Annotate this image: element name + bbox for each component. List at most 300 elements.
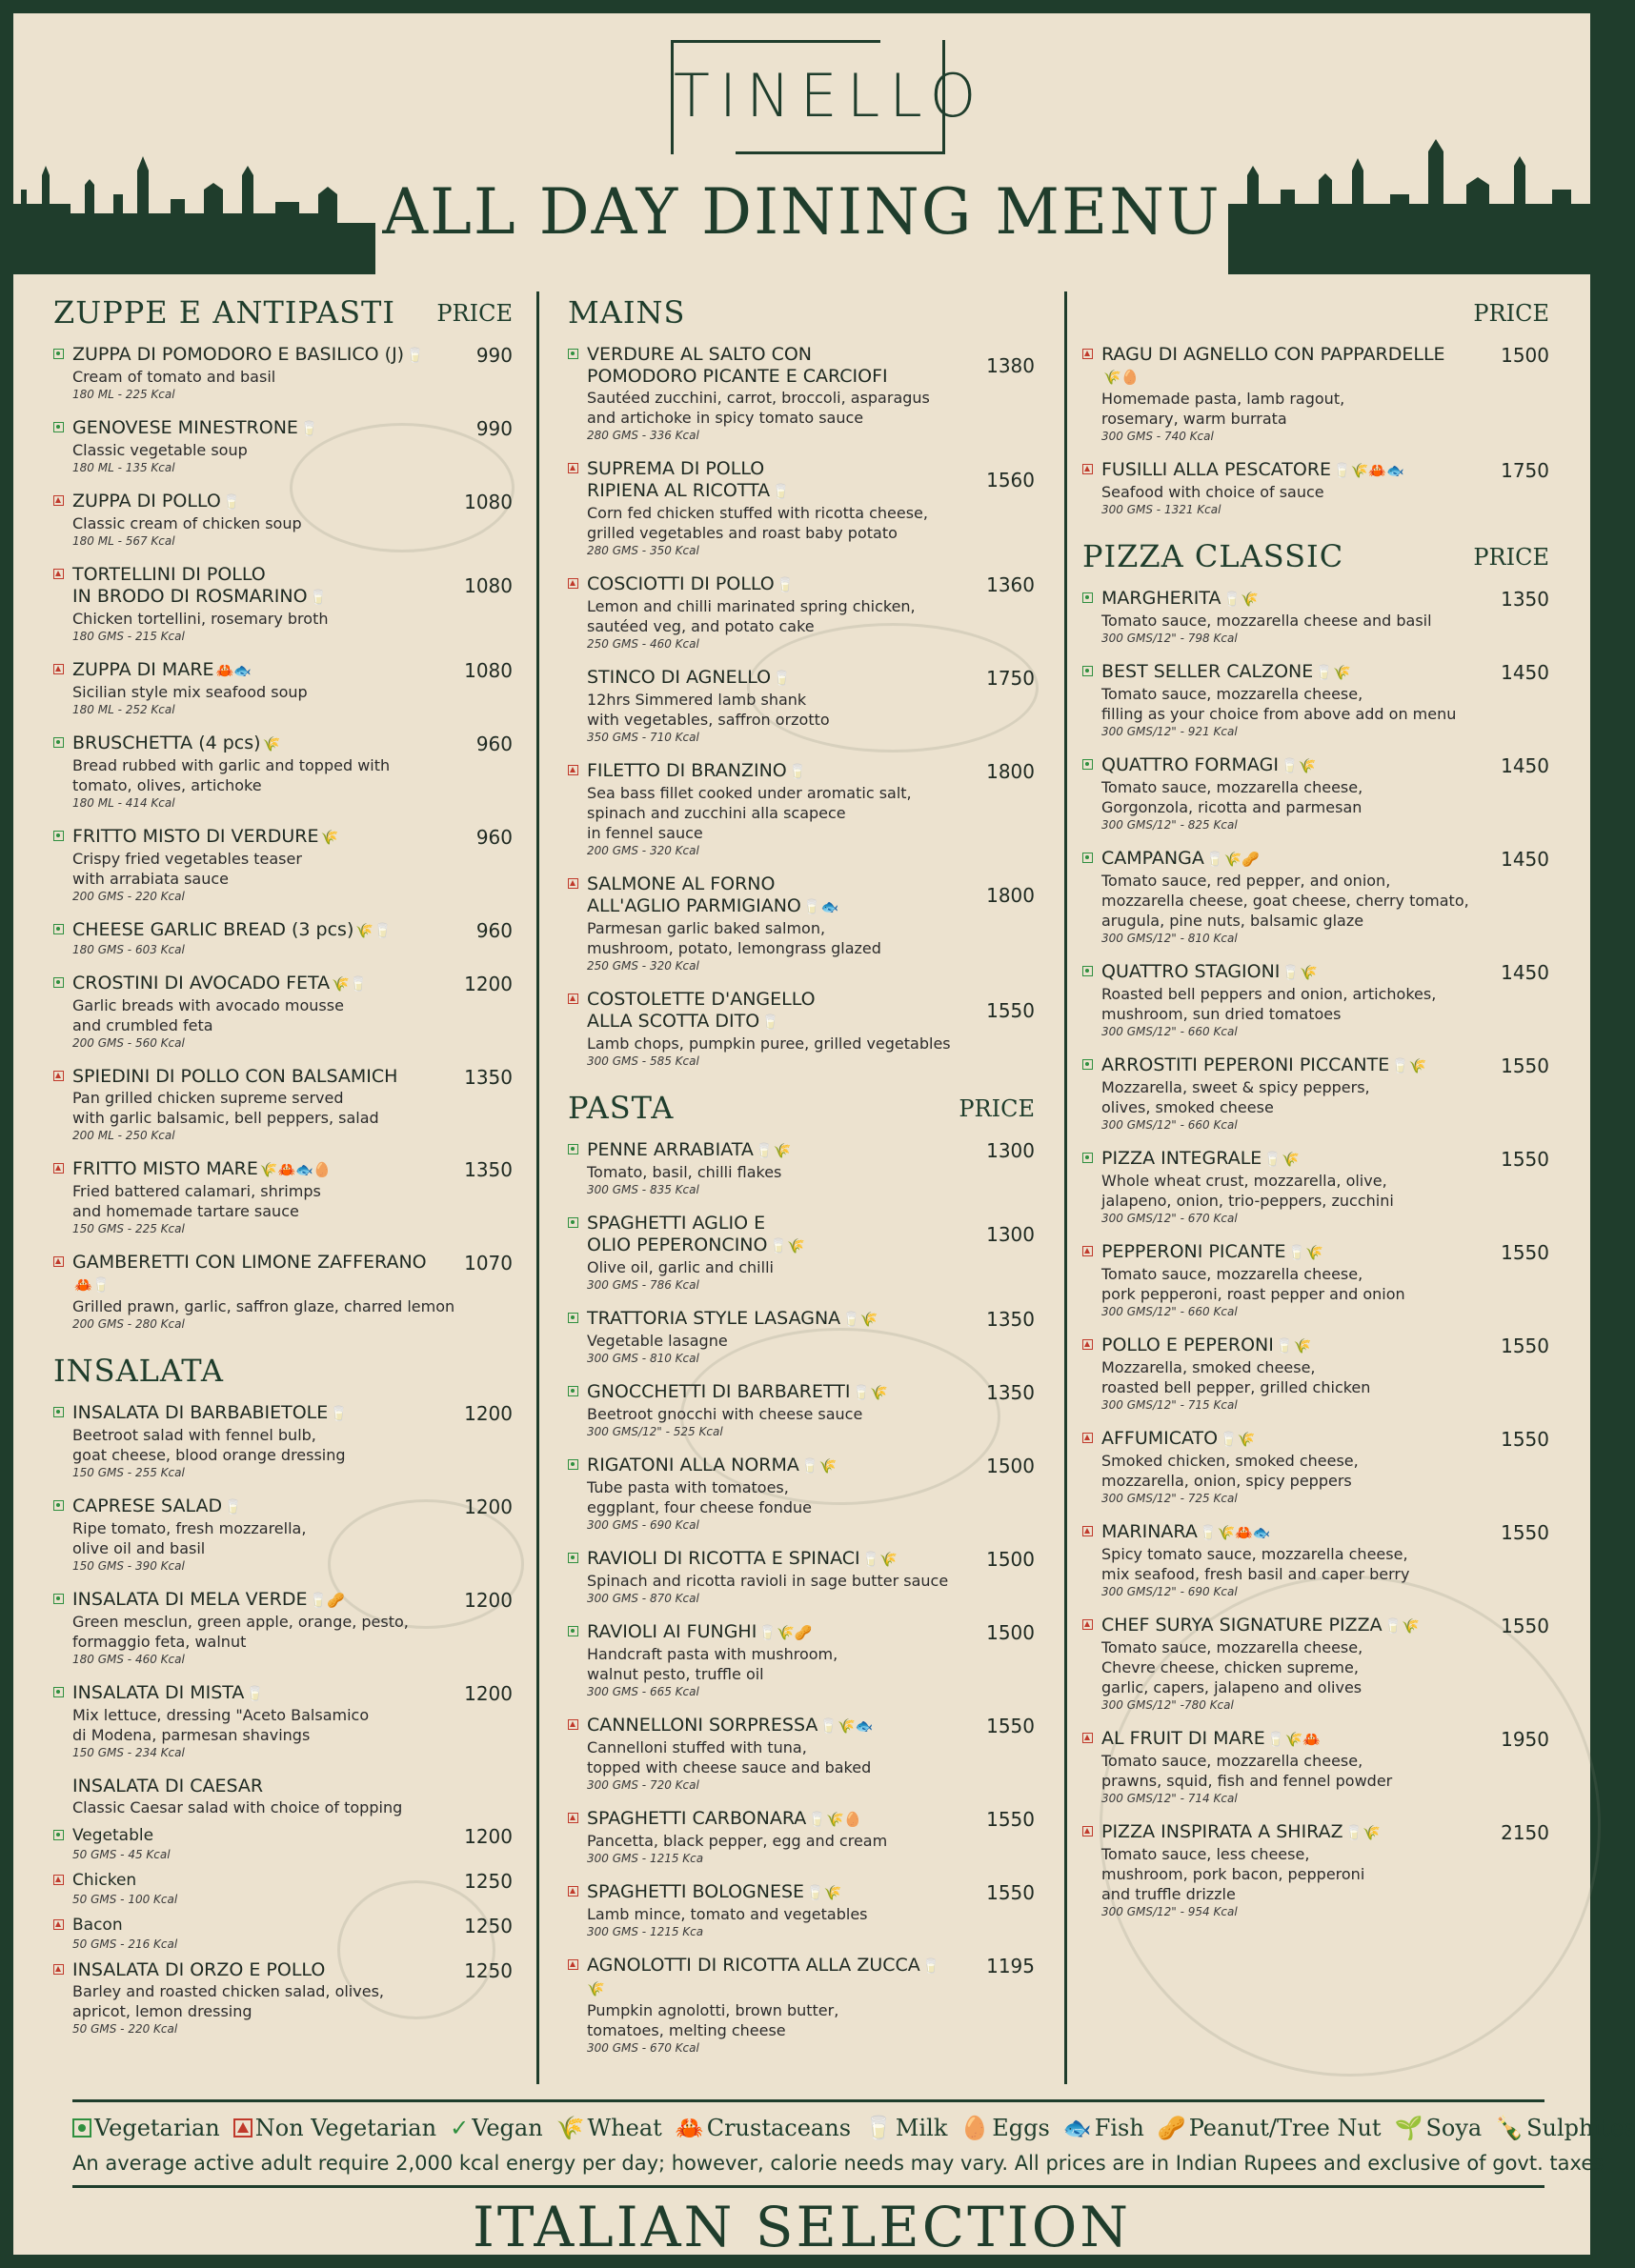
- item-description-line2: goat cheese, blood orange dressing: [72, 1446, 346, 1464]
- item-description: Roasted bell peppers and onion, artichokes,: [1101, 985, 1437, 1003]
- allergen-icons: 🥛🌾: [769, 1237, 805, 1254]
- non-vegetarian-icon: [53, 1919, 64, 1930]
- menu-item: [1082, 1054, 1549, 1133]
- menu-item: [568, 344, 1035, 443]
- allergen-icons: 🥛🌾: [1280, 757, 1317, 774]
- item-name: [587, 1715, 1035, 1737]
- item-name-text: FRITTO MISTO DI VERDURE: [72, 826, 319, 847]
- menu-item: [53, 973, 513, 1051]
- item-calories: 300 GMS/12" - 715 Kcal: [1101, 1398, 1238, 1412]
- item-description: Grilled prawn, garlic, saffron glaze, charred lemon: [72, 1297, 455, 1315]
- menu-item: [1082, 1521, 1549, 1599]
- vegetarian-icon: [568, 1386, 578, 1396]
- vegetarian-icon: [568, 1217, 578, 1228]
- item-description: Olive oil, garlic and chilli: [587, 1258, 774, 1276]
- allergen-icons: 🥛🌾🦀🐟: [1333, 462, 1404, 479]
- vegetarian-icon: [53, 1594, 64, 1604]
- column-1: [53, 294, 513, 2052]
- item-calories: 150 GMS - 225 Kcal: [72, 1222, 185, 1235]
- allergen-icons: 🥛: [330, 1405, 348, 1422]
- allergen-icons: 🦀🥛: [74, 1276, 111, 1294]
- menu-item: [1082, 344, 1549, 444]
- item-description: Whole wheat crust, mozzarella, olive,: [1101, 1172, 1387, 1190]
- menu-item: [568, 1139, 1035, 1197]
- vegetarian-icon: [53, 1830, 64, 1840]
- item-name: [587, 760, 1035, 783]
- item-price: 1550: [1501, 1241, 1549, 1264]
- menu-item: [53, 564, 513, 644]
- item-price: 1450: [1501, 754, 1549, 777]
- item-calories: 180 ML - 567 Kcal: [72, 534, 175, 548]
- item-description-line2: olive oil and basil: [72, 1539, 206, 1557]
- menu-item: [1082, 459, 1549, 517]
- allergen-icons: 🥛🌾: [1282, 964, 1318, 981]
- item-name-text: FILETTO DI BRANZINO: [587, 760, 787, 781]
- caesar-option: [53, 1870, 513, 1907]
- item-calories: 300 GMS - 835 Kcal: [587, 1183, 699, 1196]
- menu-item: [53, 1402, 513, 1480]
- menu-item: [1082, 1615, 1549, 1713]
- menu-item: [53, 344, 513, 402]
- item-name: [72, 1066, 513, 1088]
- item-name: [587, 1808, 1035, 1831]
- item-description-line2: mozzarella cheese, goat cheese, cherry tomato,: [1101, 892, 1469, 910]
- menu-item: [568, 1808, 1035, 1866]
- allergen-icons: 🥛🌾: [1383, 1617, 1420, 1635]
- item-description-line2: jalapeno, onion, trio-peppers, zucchini: [1101, 1192, 1394, 1210]
- item-description: Tomato sauce, less cheese,: [1101, 1845, 1310, 1863]
- vegetarian-icon: [568, 349, 578, 359]
- item-name: [587, 989, 1035, 1034]
- item-price: 1550: [1501, 1428, 1549, 1451]
- item-price: 1450: [1501, 848, 1549, 871]
- milk-icon: 🥛: [864, 2115, 893, 2141]
- non-vegetarian-icon: [568, 765, 578, 775]
- menu-item: [568, 989, 1035, 1069]
- item-price: 2150: [1501, 1821, 1549, 1844]
- caesar-option: [53, 1915, 513, 1952]
- item-description-line3: and truffle drizzle: [1101, 1885, 1236, 1903]
- item-description-line2: mushroom, potato, lemongrass glazed: [587, 939, 881, 957]
- item-name-text-line2: OLIO PEPERONCINO: [587, 1234, 768, 1255]
- item-name: [72, 417, 513, 440]
- item-description: Cannelloni stuffed with tuna,: [587, 1738, 807, 1756]
- item-calories: 300 GMS/12" - 660 Kcal: [1101, 1118, 1238, 1132]
- item-name-text: RAGU DI AGNELLO CON PAPPARDELLE: [1101, 344, 1445, 365]
- item-description: Mozzarella, sweet & spicy peppers,: [1101, 1078, 1370, 1096]
- item-name-text: AFFUMICATO: [1101, 1428, 1219, 1449]
- non-vegetarian-icon: [568, 994, 578, 1004]
- non-vegetarian-icon: [53, 495, 64, 506]
- item-description-line2: mozzarella, onion, spicy peppers: [1101, 1472, 1352, 1490]
- item-description: Seafood with choice of sauce: [1101, 483, 1324, 501]
- menu-item: [568, 1455, 1035, 1533]
- item-description: Ripe tomato, fresh mozzarella,: [72, 1519, 307, 1537]
- item-description: Barley and roasted chicken salad, olives,: [72, 1982, 384, 2000]
- item-price: 1550: [1501, 1054, 1549, 1077]
- item-description-line2: tomato, olives, artichoke: [72, 776, 262, 794]
- item-name-text-line2: POMODORO PICANTE E CARCIOFI: [587, 366, 888, 387]
- item-description: Chicken tortellini, rosemary broth: [72, 610, 329, 628]
- item-description-line2: mix seafood, fresh basil and caper berry: [1101, 1565, 1410, 1583]
- item-name-text: SUPREMA DI POLLO: [587, 458, 765, 479]
- allergen-icons: 🥛🌾: [1344, 1824, 1381, 1841]
- menu-title: ALL DAY DINING MENU: [382, 175, 1221, 249]
- allergen-icons: 🥛🌾: [587, 1957, 940, 1997]
- vegetarian-icon: [53, 831, 64, 841]
- vegetarian-icon: [53, 422, 64, 432]
- zuppe-list: [53, 344, 513, 1332]
- item-name: [1101, 1821, 1549, 1844]
- item-price: 1300: [986, 1223, 1035, 1246]
- item-price: 1550: [986, 999, 1035, 1022]
- item-name: [72, 564, 513, 609]
- option-calories: 50 GMS - 100 Kcal: [72, 1893, 178, 1906]
- menu-item: [1082, 1428, 1549, 1506]
- legend-milk: 🥛 Milk: [864, 2115, 948, 2141]
- item-name: [587, 1955, 1035, 2000]
- allergen-icons: 🥛: [224, 1498, 242, 1515]
- item-name: [72, 1682, 513, 1705]
- vegetarian-icon: [72, 2118, 91, 2138]
- item-name: INSALATA DI CAESAR: [72, 1776, 264, 1796]
- item-price: 1550: [1501, 1615, 1549, 1637]
- item-calories: 300 GMS - 670 Kcal: [587, 2041, 699, 2055]
- item-price: 1550: [1501, 1521, 1549, 1544]
- item-price: 1550: [1501, 1148, 1549, 1171]
- item-calories: 200 GMS - 220 Kcal: [72, 890, 185, 903]
- item-name-text: FUSILLI ALLA PESCATORE: [1101, 459, 1332, 480]
- section-title: PIZZA CLASSIC: [1082, 538, 1344, 574]
- vegetarian-icon: [1082, 759, 1093, 770]
- section-title: INSALATA: [53, 1353, 224, 1389]
- non-vegetarian-icon: [1082, 1433, 1093, 1443]
- menu-item: [568, 1548, 1035, 1606]
- item-calories: 300 GMS - 870 Kcal: [587, 1592, 699, 1605]
- item-calories: 300 GMS - 1215 Kca: [587, 1925, 704, 1938]
- fish-icon: 🐟: [1062, 2115, 1092, 2141]
- item-description: Pan grilled chicken supreme served: [72, 1089, 344, 1107]
- section-header-col3: [1082, 294, 1549, 334]
- menu-item: [568, 1213, 1035, 1293]
- column-2: [568, 294, 1035, 2071]
- item-name-text: CHEESE GARLIC BREAD (3 pcs): [72, 919, 354, 940]
- menu-item: [568, 873, 1035, 973]
- footer-title: ITALIAN SELECTION: [472, 2195, 1131, 2259]
- item-name-text: CROSTINI DI AVOCADO FETA: [72, 973, 331, 994]
- item-price: 1300: [986, 1139, 1035, 1162]
- item-price: 1550: [1501, 1335, 1549, 1357]
- item-description-line2: di Modena, parmesan shavings: [72, 1726, 311, 1744]
- item-name-text: MARGHERITA: [1101, 588, 1221, 609]
- item-description-line2: with garlic balsamic, bell peppers, salad: [72, 1109, 379, 1127]
- section-title: MAINS: [568, 294, 686, 331]
- item-description-line2: with vegetables, saffron orzotto: [587, 711, 830, 729]
- item-name-text: ZUPPA DI POMODORO E BASILICO (J): [72, 344, 405, 365]
- item-price: 1080: [464, 659, 513, 682]
- menu-item: [53, 1158, 513, 1236]
- menu-item: [568, 1881, 1035, 1939]
- menu-item: [53, 1066, 513, 1143]
- item-name: [587, 873, 1035, 918]
- mains-list: [568, 344, 1035, 1069]
- non-vegetarian-icon: [53, 1163, 64, 1174]
- item-description-line2: sautéed veg, and potato cake: [587, 617, 815, 635]
- allergen-icons: 🌾: [320, 829, 339, 846]
- item-price: 960: [475, 733, 513, 755]
- column-divider-2: [1064, 291, 1067, 2084]
- item-calories: 300 GMS - 786 Kcal: [587, 1278, 699, 1292]
- item-name-text: TORTELLINI DI POLLO: [72, 564, 266, 585]
- item-description: Parmesan garlic baked salmon,: [587, 919, 826, 937]
- item-price: 1200: [464, 1589, 513, 1612]
- wheat-icon: 🌾: [555, 2115, 585, 2141]
- item-calories: 300 GMS - 720 Kcal: [587, 1778, 699, 1792]
- item-name-text-line2: RIPIENA AL RICOTTA: [587, 480, 771, 501]
- allergen-icons: 🥛🌾: [852, 1384, 888, 1401]
- item-name: [587, 1881, 1035, 1904]
- item-description-line2: grilled vegetables and roast baby potato: [587, 524, 898, 542]
- allergen-icons: 🦀🐟: [215, 662, 252, 679]
- non-vegetarian-icon: [53, 1071, 64, 1081]
- item-description: Crispy fried vegetables teaser: [72, 850, 302, 868]
- item-price: 1350: [464, 1066, 513, 1089]
- item-description: Homemade pasta, lamb ragout,: [1101, 390, 1345, 408]
- item-description: Classic vegetable soup: [72, 441, 248, 459]
- item-name-text: STINCO DI AGNELLO: [587, 667, 772, 688]
- item-name-text: SPAGHETTI AGLIO E: [587, 1213, 766, 1234]
- legend-crustaceans: 🦀 Crustaceans: [675, 2115, 852, 2141]
- non-vegetarian-icon: [233, 2118, 252, 2138]
- allergen-icons: 🥛🌾: [842, 1311, 878, 1328]
- item-name: [587, 1548, 1035, 1571]
- price-label: PRICE: [436, 300, 513, 327]
- item-description: Tomato sauce, mozzarella cheese,: [1101, 1265, 1363, 1283]
- item-price: 1380: [986, 354, 1035, 377]
- nut-icon: 🥜: [1157, 2115, 1186, 2141]
- menu-item: [53, 1959, 513, 2037]
- item-price: 1200: [464, 1495, 513, 1518]
- menu-item: [1082, 1335, 1549, 1413]
- menu-item: [53, 417, 513, 475]
- item-price: 1950: [1501, 1728, 1549, 1751]
- allergen-icons: 🌾🥛: [332, 975, 368, 993]
- vegetarian-icon: [53, 1407, 64, 1417]
- option-calories: 50 GMS - 216 Kcal: [72, 1937, 178, 1951]
- item-name: [72, 1495, 513, 1518]
- item-description: Garlic breads with avocado mousse: [72, 996, 344, 1014]
- item-price: 1350: [464, 1158, 513, 1181]
- item-description: Tomato sauce, mozzarella cheese,: [1101, 1638, 1363, 1656]
- menu-item: [1082, 1148, 1549, 1226]
- sulphites-icon: 🍾: [1495, 2115, 1524, 2141]
- item-calories: 300 GMS/12" - 725 Kcal: [1101, 1492, 1238, 1505]
- item-description: Lamb mince, tomato and vegetables: [587, 1905, 868, 1923]
- item-price: 1500: [986, 1548, 1035, 1571]
- menu-item: [1082, 1728, 1549, 1806]
- item-price: 1200: [464, 1682, 513, 1705]
- item-calories: 300 GMS/12" - 660 Kcal: [1101, 1305, 1238, 1318]
- item-name-text: CAMPANGA: [1101, 848, 1204, 869]
- allergen-icons: 🌾🥛: [355, 922, 392, 939]
- item-calories: 300 GMS/12" - 525 Kcal: [587, 1425, 723, 1438]
- item-name-text: TRATTORIA STYLE LASAGNA: [587, 1308, 841, 1329]
- menu-item: [53, 1589, 513, 1667]
- item-price: 1350: [986, 1308, 1035, 1331]
- item-name: [72, 1252, 513, 1296]
- item-name: [1101, 848, 1549, 871]
- non-vegetarian-icon: [53, 664, 64, 674]
- item-calories: 250 GMS - 460 Kcal: [587, 637, 699, 651]
- section-header-zuppe: [53, 294, 513, 334]
- item-calories: 50 GMS - 220 Kcal: [72, 2022, 178, 2036]
- item-description-line2: tomatoes, melting cheese: [587, 2021, 786, 2039]
- item-name-text: CAPRESE SALAD: [72, 1495, 223, 1516]
- item-name-text: AL FRUIT DI MARE: [1101, 1728, 1265, 1749]
- vegetarian-icon: [1082, 966, 1093, 976]
- non-vegetarian-icon: [1082, 1733, 1093, 1743]
- non-vegetarian-icon: [568, 1813, 578, 1823]
- insalata-last: [53, 1959, 513, 2037]
- allergen-icons: 🥛🌾🦀🐟: [1199, 1524, 1271, 1541]
- legend-eggs: 🥚 Eggs: [960, 2115, 1050, 2141]
- legend-top-rule: [72, 2099, 1544, 2102]
- allergen-icons: 🥛🌾: [1263, 1151, 1300, 1168]
- item-name-text: CHEF SURYA SIGNATURE PIZZA: [1101, 1615, 1383, 1636]
- item-name-text: GAMBERETTI CON LIMONE ZAFFERANO: [72, 1252, 427, 1273]
- brand-logo: [671, 40, 986, 154]
- item-description-line2: filling as your choice from above add on menu: [1101, 705, 1457, 723]
- brand-name: TINELLO: [674, 61, 986, 130]
- item-name-text: AGNOLOTTI DI RICOTTA ALLA ZUCCA: [587, 1955, 920, 1976]
- section-header-pasta: [568, 1090, 1035, 1130]
- menu-item: [568, 1381, 1035, 1439]
- vegetarian-icon: [568, 1626, 578, 1636]
- caesar-options: [53, 1825, 513, 1952]
- item-name: [587, 1455, 1035, 1477]
- item-name-text: QUATTRO STAGIONI: [1101, 961, 1281, 982]
- item-description: Mozzarella, smoked cheese,: [1101, 1358, 1316, 1376]
- item-description: Smoked chicken, smoked cheese,: [1101, 1452, 1359, 1470]
- item-name: [1101, 1521, 1549, 1544]
- price-label: PRICE: [1473, 300, 1549, 327]
- item-name-text-line2: ALLA SCOTTA DITO: [587, 1011, 760, 1032]
- item-price: 1800: [986, 884, 1035, 907]
- item-calories: 300 GMS/12" - 670 Kcal: [1101, 1212, 1238, 1225]
- item-calories: 180 GMS - 215 Kcal: [72, 630, 185, 643]
- item-description: Cream of tomato and basil: [72, 368, 276, 386]
- allergen-icons: 🥛: [761, 1014, 779, 1031]
- allergen-icons: 🥛🌾: [1222, 591, 1259, 608]
- section-title: PASTA: [568, 1090, 675, 1126]
- item-description: Mix lettuce, dressing "Aceto Balsamico: [72, 1706, 370, 1724]
- item-name-text: INSALATA DI MISTA: [72, 1682, 245, 1703]
- option-name: Vegetable: [72, 1826, 154, 1845]
- price-label: PRICE: [1473, 544, 1549, 571]
- menu-item: [568, 1955, 1035, 2056]
- item-description-line2: mushroom, pork bacon, pepperoni: [1101, 1865, 1365, 1883]
- item-description: Lemon and chilli marinated spring chicken,: [587, 597, 916, 615]
- item-description-line2: prawns, squid, fish and fennel powder: [1101, 1772, 1393, 1790]
- item-price: 1550: [986, 1808, 1035, 1831]
- menu-item: [568, 667, 1035, 745]
- item-price: 1500: [986, 1455, 1035, 1477]
- item-name: [587, 573, 1035, 596]
- allergen-icons: 🥛🌾: [800, 1457, 838, 1475]
- item-name: [1101, 1054, 1549, 1077]
- item-name-text: ARROSTITI PEPERONI PICCANTE: [1101, 1054, 1390, 1075]
- item-calories: 300 GMS - 585 Kcal: [587, 1054, 699, 1068]
- vegetarian-icon: [1082, 666, 1093, 676]
- allergen-icons: 🥛🌾🦀: [1266, 1731, 1321, 1748]
- item-description: Beetroot salad with fennel bulb,: [72, 1426, 316, 1444]
- item-name-text: CANNELLONI SORPRESSA: [587, 1715, 818, 1736]
- item-name: [1101, 1241, 1549, 1264]
- menu-item: [53, 733, 513, 811]
- item-name-text: BRUSCHETTA (4 pcs): [72, 733, 261, 753]
- allergen-icons: 🥛🌾: [1315, 664, 1351, 681]
- allergen-icons: 🥛🌾: [1275, 1337, 1312, 1355]
- item-calories: 180 ML - 414 Kcal: [72, 796, 175, 810]
- item-description-line2: olives, smoked cheese: [1101, 1098, 1274, 1116]
- item-calories: 150 GMS - 255 Kcal: [72, 1466, 185, 1479]
- non-vegetarian-icon: [1082, 1619, 1093, 1630]
- item-name: [587, 458, 1035, 503]
- item-calories: 200 GMS - 320 Kcal: [587, 844, 699, 857]
- item-name: [72, 1959, 513, 1981]
- item-description-line2: walnut pesto, truffle oil: [587, 1665, 764, 1683]
- legend-vegan: ✓ Vegan: [450, 2115, 543, 2141]
- item-description: Pancetta, black pepper, egg and cream: [587, 1832, 888, 1850]
- eggs-icon: 🥚: [960, 2115, 990, 2141]
- legend-soya: 🌱 Soya: [1394, 2115, 1483, 2141]
- item-description: Tomato sauce, mozzarella cheese,: [1101, 685, 1363, 703]
- vegetarian-icon: [1082, 1059, 1093, 1070]
- item-price: 990: [475, 417, 513, 440]
- menu-item: [1082, 848, 1549, 946]
- legend-nut: 🥜 Peanut/Tree Nut: [1157, 2115, 1382, 2141]
- item-description-line2: spinach and zucchini alla scapece: [587, 804, 846, 822]
- non-vegetarian-icon: [568, 1959, 578, 1970]
- item-name-text: SPAGHETTI CARBONARA: [587, 1808, 807, 1829]
- item-name-text: INSALATA DI ORZO E POLLO: [72, 1959, 326, 1980]
- menu-item: [1082, 1241, 1549, 1319]
- item-price: 1750: [986, 667, 1035, 690]
- item-calories: 300 GMS - 1321 Kcal: [1101, 503, 1221, 516]
- item-name-text: SPIEDINI DI POLLO CON BALSAMICH: [72, 1066, 398, 1087]
- allergen-icons: 🥛🌾🐟: [819, 1717, 874, 1735]
- item-name-text: FRITTO MISTO MARE: [72, 1158, 258, 1179]
- item-description: Bread rubbed with garlic and topped with: [72, 756, 391, 774]
- menu-item: [53, 826, 513, 904]
- section-title: ZUPPE E ANTIPASTI: [53, 294, 396, 331]
- option-price: 1250: [464, 1870, 513, 1893]
- option-name: Chicken: [72, 1871, 137, 1890]
- item-description: Tomato sauce, mozzarella cheese,: [1101, 778, 1363, 796]
- item-description: Handcraft pasta with mushroom,: [587, 1645, 838, 1663]
- item-description: Spicy tomato sauce, mozzarella cheese,: [1101, 1545, 1408, 1563]
- item-name-text: RAVIOLI AI FUNGHI: [587, 1621, 757, 1642]
- menu-item: [1082, 961, 1549, 1039]
- vegetarian-icon: [568, 1459, 578, 1470]
- item-name: [1101, 961, 1549, 984]
- item-calories: 300 GMS - 810 Kcal: [587, 1352, 699, 1365]
- item-name: [1101, 754, 1549, 777]
- item-description-line3: arugula, pine nuts, balsamic glaze: [1101, 912, 1364, 930]
- vegetarian-icon: [53, 1687, 64, 1697]
- item-name-text: BEST SELLER CALZONE: [1101, 661, 1314, 682]
- item-name-text: GENOVESE MINESTRONE: [72, 417, 298, 438]
